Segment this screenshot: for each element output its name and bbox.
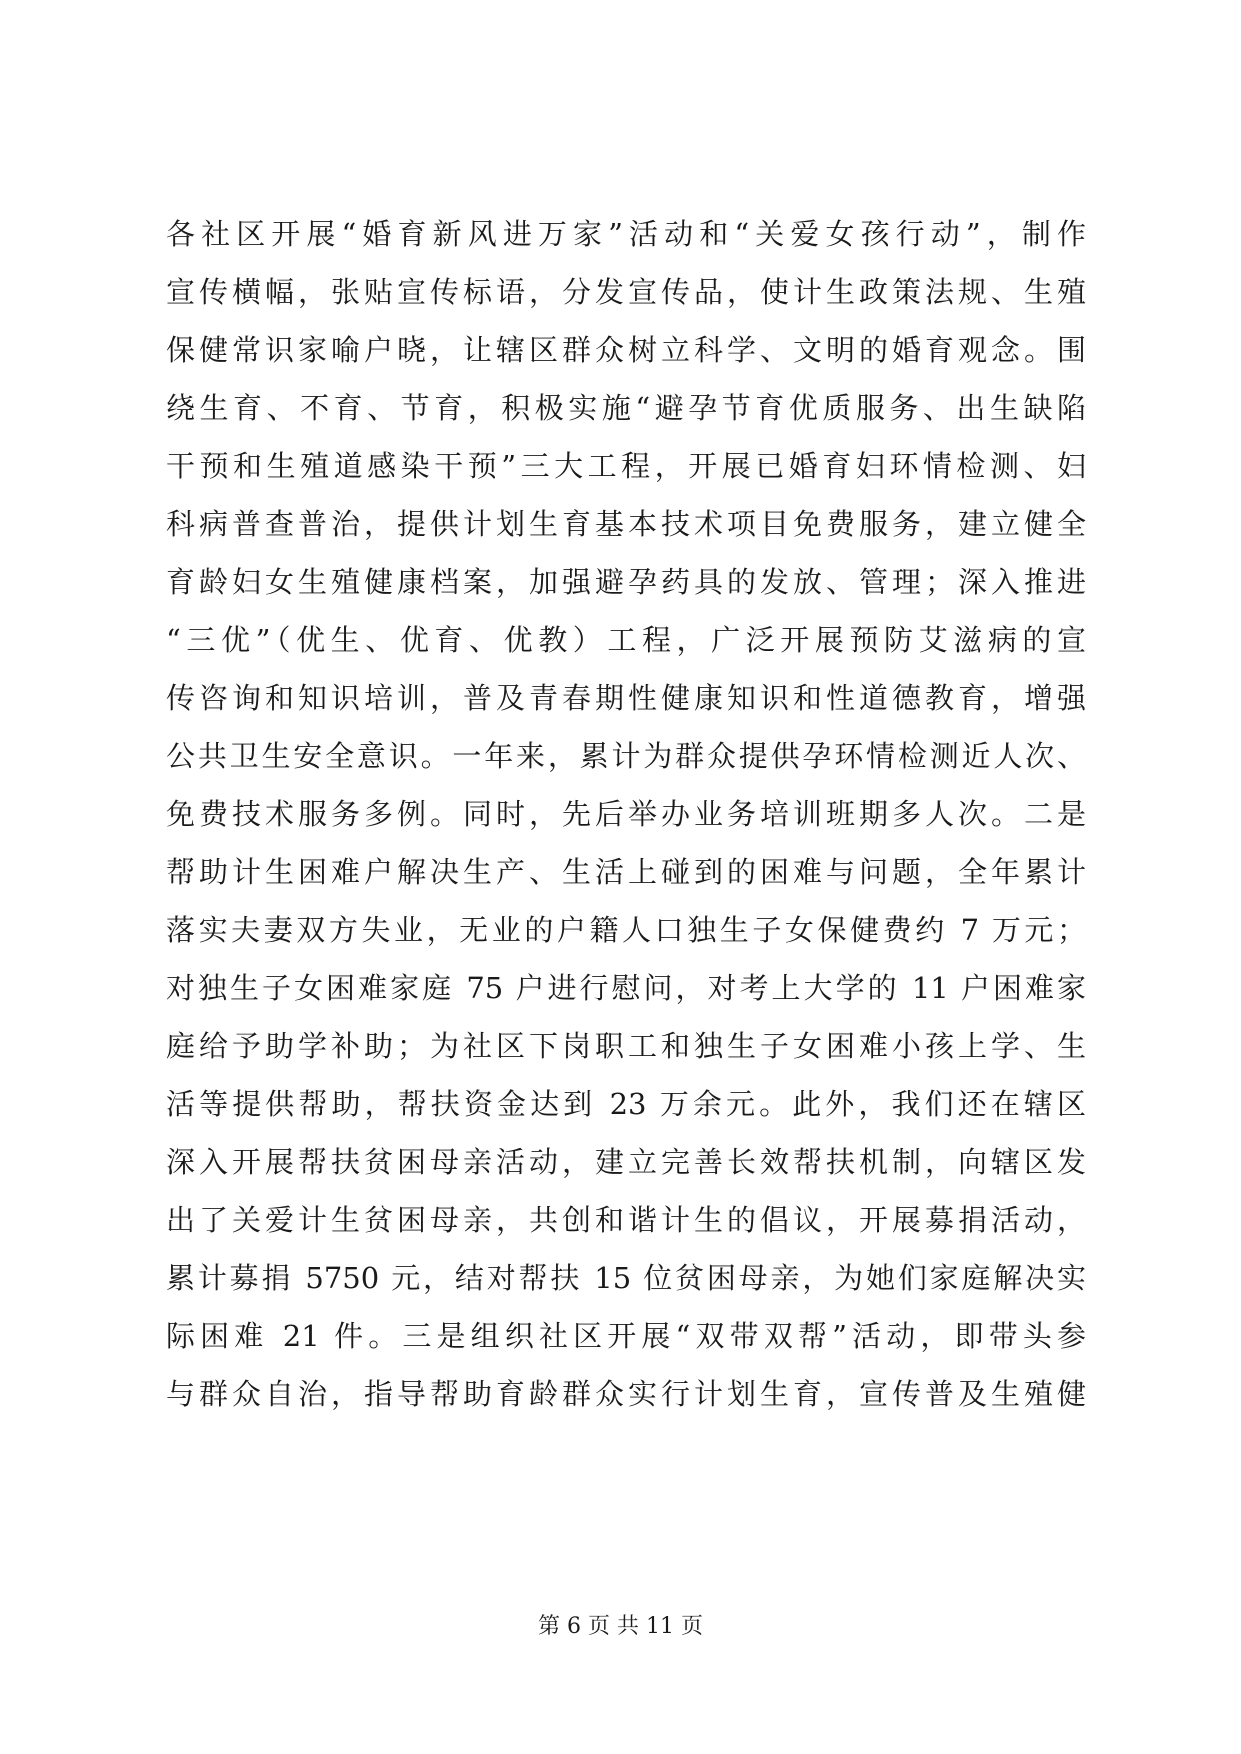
body-paragraph	[166, 205, 1086, 1423]
text-line: 对独生子女困难家庭 75 户进行慰问，对考上大学的 11 户困难家	[166, 971, 1086, 1005]
text-line: 各社区开展“婚育新风进万家”活动和“关爱女孩行动”，制作	[166, 217, 1086, 251]
text-line: 育龄妇女生殖健康档案，加强避孕药具的发放、管理；深入推进	[166, 565, 1086, 599]
page-number-footer: 第 6 页 共 11 页	[538, 1614, 703, 1639]
text-line: 出了关爱计生贫困母亲，共创和谐计生的倡议，开展募捐活动，	[166, 1203, 1086, 1237]
text-line: 际困难 21 件。三是组织社区开展“双带双帮”活动，即带头参	[166, 1319, 1086, 1353]
text-line: 深入开展帮扶贫困母亲活动，建立完善长效帮扶机制，向辖区发	[166, 1145, 1086, 1179]
text-line: “三优”（优生、优育、优教）工程，广泛开展预防艾滋病的宣	[166, 623, 1086, 657]
text-line: 免费技术服务多例。同时，先后举办业务培训班期多人次。二是	[166, 797, 1086, 831]
text-line: 帮助计生困难户解决生产、生活上碰到的困难与问题，全年累计	[166, 855, 1086, 889]
text-line: 活等提供帮助，帮扶资金达到 23 万余元。此外，我们还在辖区	[166, 1087, 1086, 1121]
text-line: 保健常识家喻户晓，让辖区群众树立科学、文明的婚育观念。围	[166, 333, 1086, 367]
text-line: 落实夫妻双方失业，无业的户籍人口独生子女保健费约 7 万元；	[166, 913, 1086, 947]
text-line: 与群众自治，指导帮助育龄群众实行计划生育，宣传普及生殖健	[166, 1377, 1086, 1411]
text-line: 公共卫生安全意识。一年来，累计为群众提供孕环情检测近人次、	[166, 739, 1086, 773]
text-line: 干预和生殖道感染干预”三大工程，开展已婚育妇环情检测、妇	[166, 449, 1086, 483]
text-line: 传咨询和知识培训，普及青春期性健康知识和性道德教育，增强	[166, 681, 1086, 715]
text-line: 科病普查普治，提供计划生育基本技术项目免费服务，建立健全	[166, 507, 1086, 541]
text-line: 累计募捐 5750 元，结对帮扶 15 位贫困母亲，为她们家庭解决实	[166, 1261, 1086, 1295]
text-line: 宣传横幅，张贴宣传标语，分发宣传品，使计生政策法规、生殖	[166, 275, 1086, 309]
text-line: 绕生育、不育、节育，积极实施“避孕节育优质服务、出生缺陷	[166, 391, 1086, 425]
text-line: 庭给予助学补助；为社区下岗职工和独生子女困难小孩上学、生	[166, 1029, 1086, 1063]
